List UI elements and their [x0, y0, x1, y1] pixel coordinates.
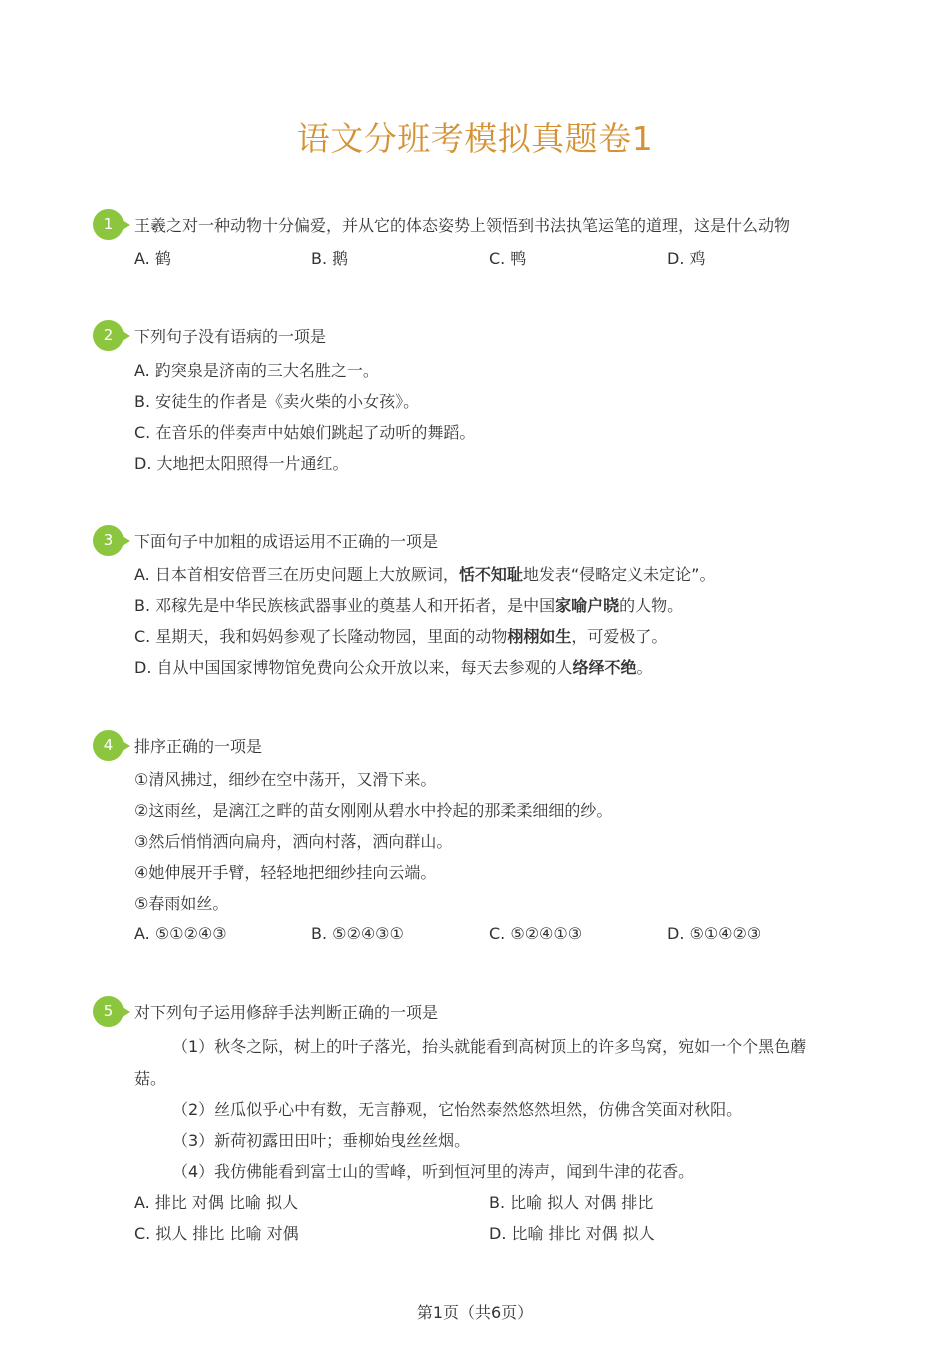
- sentence-line: ④她伸展开手臂，轻轻地把细纱挂向云端。: [134, 863, 437, 882]
- option-c: C. ⑤②④①③: [489, 924, 583, 943]
- sentence-line: （3）新荷初露田田叶；垂柳始曳丝丝烟。: [172, 1131, 471, 1150]
- sentence-line: （4）我仿佛能看到富士山的雪峰，听到恒河里的涛声，闻到牛津的花香。: [172, 1162, 695, 1181]
- sentence-line: ③然后悄悄洒向扁舟，洒向村落，洒向群山。: [134, 832, 453, 851]
- question-stem: 下面句子中加粗的成语运用不正确的一项是: [134, 532, 439, 551]
- question-number-badge: 5: [93, 996, 124, 1027]
- option-text: 的人物。: [619, 596, 684, 615]
- option-b: B. 鹅: [311, 249, 349, 268]
- bold-idiom: 家喻户晓: [555, 596, 620, 615]
- option-c: C. 拟人 排比 比喻 对偶: [134, 1224, 299, 1243]
- option-d: D. 鸡: [667, 249, 706, 268]
- option-d: D. 大地把太阳照得一片通红。: [134, 454, 349, 473]
- option-text: C. 星期天，我和妈妈参观了长隆动物园，里面的动物: [134, 627, 508, 646]
- question-number-badge: 2: [93, 320, 124, 351]
- sentence-line: ⑤春雨如丝。: [134, 894, 229, 913]
- question-stem: 王羲之对一种动物十分偏爱，并从它的体态姿势上领悟到书法执笔运笔的道理，这是什么动物: [134, 216, 791, 235]
- question-number-badge: 4: [93, 730, 124, 761]
- question-stem: 排序正确的一项是: [134, 737, 263, 756]
- option-b: B. 比喻 拟人 对偶 排比: [489, 1193, 654, 1212]
- option-text: D. 自从中国国家博物馆免费向公众开放以来，每天去参观的人: [134, 658, 573, 677]
- bold-idiom: 恬不知耻: [458, 565, 523, 584]
- page-title: 语文分班考模拟真题卷1: [296, 119, 654, 158]
- option-b: B. 安徒生的作者是《卖火柴的小女孩》。: [134, 392, 420, 411]
- question-stem: 下列句子没有语病的一项是: [134, 327, 327, 346]
- option-c: C. 鸭: [489, 249, 527, 268]
- sentence-line: 菇。: [134, 1069, 167, 1088]
- option-a: A. 趵突泉是济南的三大名胜之一。: [134, 361, 379, 380]
- question-number-badge: 3: [93, 525, 124, 556]
- option-b: [134, 593, 683, 616]
- question-stem: 对下列句子运用修辞手法判断正确的一项是: [134, 1003, 439, 1022]
- option-c: C. 在音乐的伴奏声中姑娘们跳起了动听的舞蹈。: [134, 423, 476, 442]
- sentence-line: （2）丝瓜似乎心中有数，无言静观，它怡然泰然悠然坦然，仿佛含笑面对秋阳。: [172, 1100, 743, 1119]
- option-a: A. 排比 对偶 比喻 拟人: [134, 1193, 299, 1212]
- option-d: D. ⑤①④②③: [667, 924, 762, 943]
- option-b: B. ⑤②④③①: [311, 924, 404, 943]
- sentence-line: ②这雨丝，是漓江之畔的苗女刚刚从碧水中拎起的那柔柔细细的纱。: [134, 801, 613, 820]
- bold-idiom: 栩栩如生: [507, 627, 572, 646]
- question-number-badge: 1: [93, 209, 124, 240]
- bold-idiom: 络绎不绝: [572, 658, 637, 677]
- sentence-line: ①清风拂过，细纱在空中荡开，又滑下来。: [134, 770, 437, 789]
- option-d: [134, 655, 653, 678]
- page-footer: 第1页（共6页）: [416, 1303, 534, 1322]
- option-text: 地发表“侵略定义未定论”。: [522, 565, 716, 584]
- option-text: A. 日本首相安倍晋三在历史问题上大放厥词，: [134, 565, 459, 584]
- option-c: [134, 624, 667, 647]
- option-a: [134, 562, 715, 585]
- sentence-line: （1）秋冬之际，树上的叶子落光，抬头就能看到高树顶上的许多鸟窝，宛如一个个黑色蘑: [172, 1037, 807, 1056]
- option-d: D. 比喻 排比 对偶 拟人: [489, 1224, 655, 1243]
- option-text: ，可爱极了。: [571, 627, 668, 646]
- option-text: 。: [636, 658, 653, 677]
- option-a: A. 鹤: [134, 249, 171, 268]
- option-text: B. 邓稼先是中华民族核武器事业的奠基人和开拓者，是中国: [134, 596, 556, 615]
- option-a: A. ⑤①②④③: [134, 924, 227, 943]
